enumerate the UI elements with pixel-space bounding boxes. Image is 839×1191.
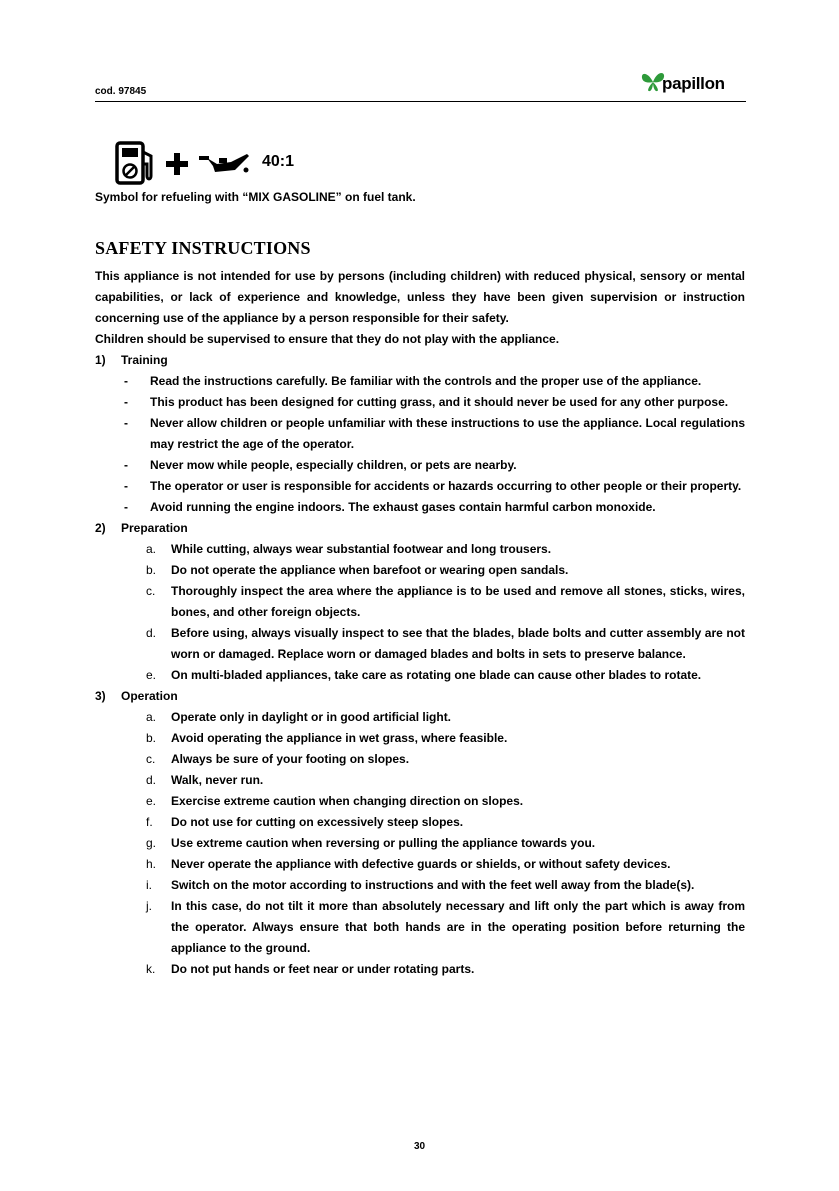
training-list bbox=[95, 371, 745, 518]
list-item: b. Avoid operating the appliance in wet grass, where feasible. bbox=[146, 731, 508, 745]
training-number: 1) bbox=[95, 353, 106, 367]
operation-number: 3) bbox=[95, 689, 106, 703]
training-heading bbox=[95, 350, 745, 371]
list-item: f. Do not use for cutting on excessively steep slopes. bbox=[146, 815, 464, 829]
children-paragraph: Children should be supervised to ensure that they do not play with the appliance. bbox=[95, 332, 560, 346]
list-item: - The operator or user is responsible for accidents or hazards occurring to other people or their property. bbox=[124, 479, 742, 493]
safety-instructions-body bbox=[95, 266, 745, 980]
preparation-number: 2) bbox=[95, 521, 106, 535]
list-item: c. Always be sure of your footing on slopes. bbox=[146, 752, 410, 766]
papillon-logo bbox=[640, 66, 745, 96]
training-title: Training bbox=[121, 353, 168, 367]
list-item: d. Walk, never run. bbox=[146, 773, 264, 787]
list-item: d. Before using, always visually inspect to see that the blades, blade bolts and cutter assembly are not worn or damaged. Replace worn or damaged blades and bolts in sets to preserve balance. bbox=[146, 626, 745, 661]
list-item: e. Exercise extreme caution when changing direction on slopes. bbox=[146, 794, 524, 808]
list-item: k. Do not put hands or feet near or under rotating parts. bbox=[146, 962, 475, 976]
operation-title: Operation bbox=[121, 689, 178, 703]
list-item: a. Operate only in daylight or in good artificial light. bbox=[146, 710, 452, 724]
oil-can-icon bbox=[199, 150, 251, 180]
plus-icon bbox=[165, 152, 189, 176]
fuel-pump-icon bbox=[113, 140, 157, 186]
logo-text: papillon bbox=[662, 74, 725, 93]
list-item: - This product has been designed for cutting grass, and it should never be used for any other purpose. bbox=[124, 395, 729, 409]
operation-heading bbox=[95, 686, 745, 707]
list-item: g. Use extreme caution when reversing or pulling the appliance towards you. bbox=[146, 836, 596, 850]
preparation-heading bbox=[95, 518, 745, 539]
operation-list bbox=[95, 707, 745, 980]
list-item: a. While cutting, always wear substantial footwear and long trousers. bbox=[146, 542, 552, 556]
header-divider bbox=[95, 101, 746, 102]
page-number: 30 bbox=[413, 1141, 426, 1152]
list-item: c. Thoroughly inspect the area where the appliance is to be used and remove all stones, sticks, wires, bones, and other foreign objects. bbox=[146, 584, 745, 619]
section-title: SAFETY INSTRUCTIONS bbox=[95, 238, 311, 258]
list-item: - Never allow children or people unfamiliar with these instructions to use the appliance. Local regulations may restrict the age of the operator. bbox=[124, 416, 745, 451]
fuel-ratio: 40:1 bbox=[262, 153, 295, 170]
list-item: h. Never operate the appliance with defective guards or shields, or without safety devices. bbox=[146, 857, 671, 871]
document-code: cod. 97845 bbox=[95, 86, 147, 97]
list-item: b. Do not operate the appliance when barefoot or wearing open sandals. bbox=[146, 563, 569, 577]
list-item: j. In this case, do not tilt it more than absolutely necessary and lift only the part which is away from the operator. Always ensure that both hands are in the operating position before returning the appliance to the ground. bbox=[146, 899, 745, 955]
list-item: i. Switch on the motor according to instructions and with the feet well away from the blade(s). bbox=[146, 878, 695, 892]
list-item: e. On multi-bladed appliances, take care as rotating one blade can cause other blades to rotate. bbox=[146, 668, 702, 682]
preparation-list bbox=[95, 539, 745, 686]
intro-paragraph: This appliance is not intended for use by persons (including children) with reduced physical, sensory or mental capabilities, or lack of experience and knowledge, unless they have been given supervision or instruction concerning use of the appliance by a person responsible for their safety. bbox=[95, 269, 745, 325]
list-item: - Never mow while people, especially children, or pets are nearby. bbox=[124, 458, 517, 472]
list-item: - Avoid running the engine indoors. The exhaust gases contain harmful carbon monoxide. bbox=[124, 500, 656, 514]
list-item: - Read the instructions carefully. Be familiar with the controls and the proper use of the appliance. bbox=[124, 374, 702, 388]
preparation-title: Preparation bbox=[121, 521, 188, 535]
fuel-symbol-caption: Symbol for refueling with “MIX GASOLINE” on fuel tank. bbox=[95, 190, 416, 204]
